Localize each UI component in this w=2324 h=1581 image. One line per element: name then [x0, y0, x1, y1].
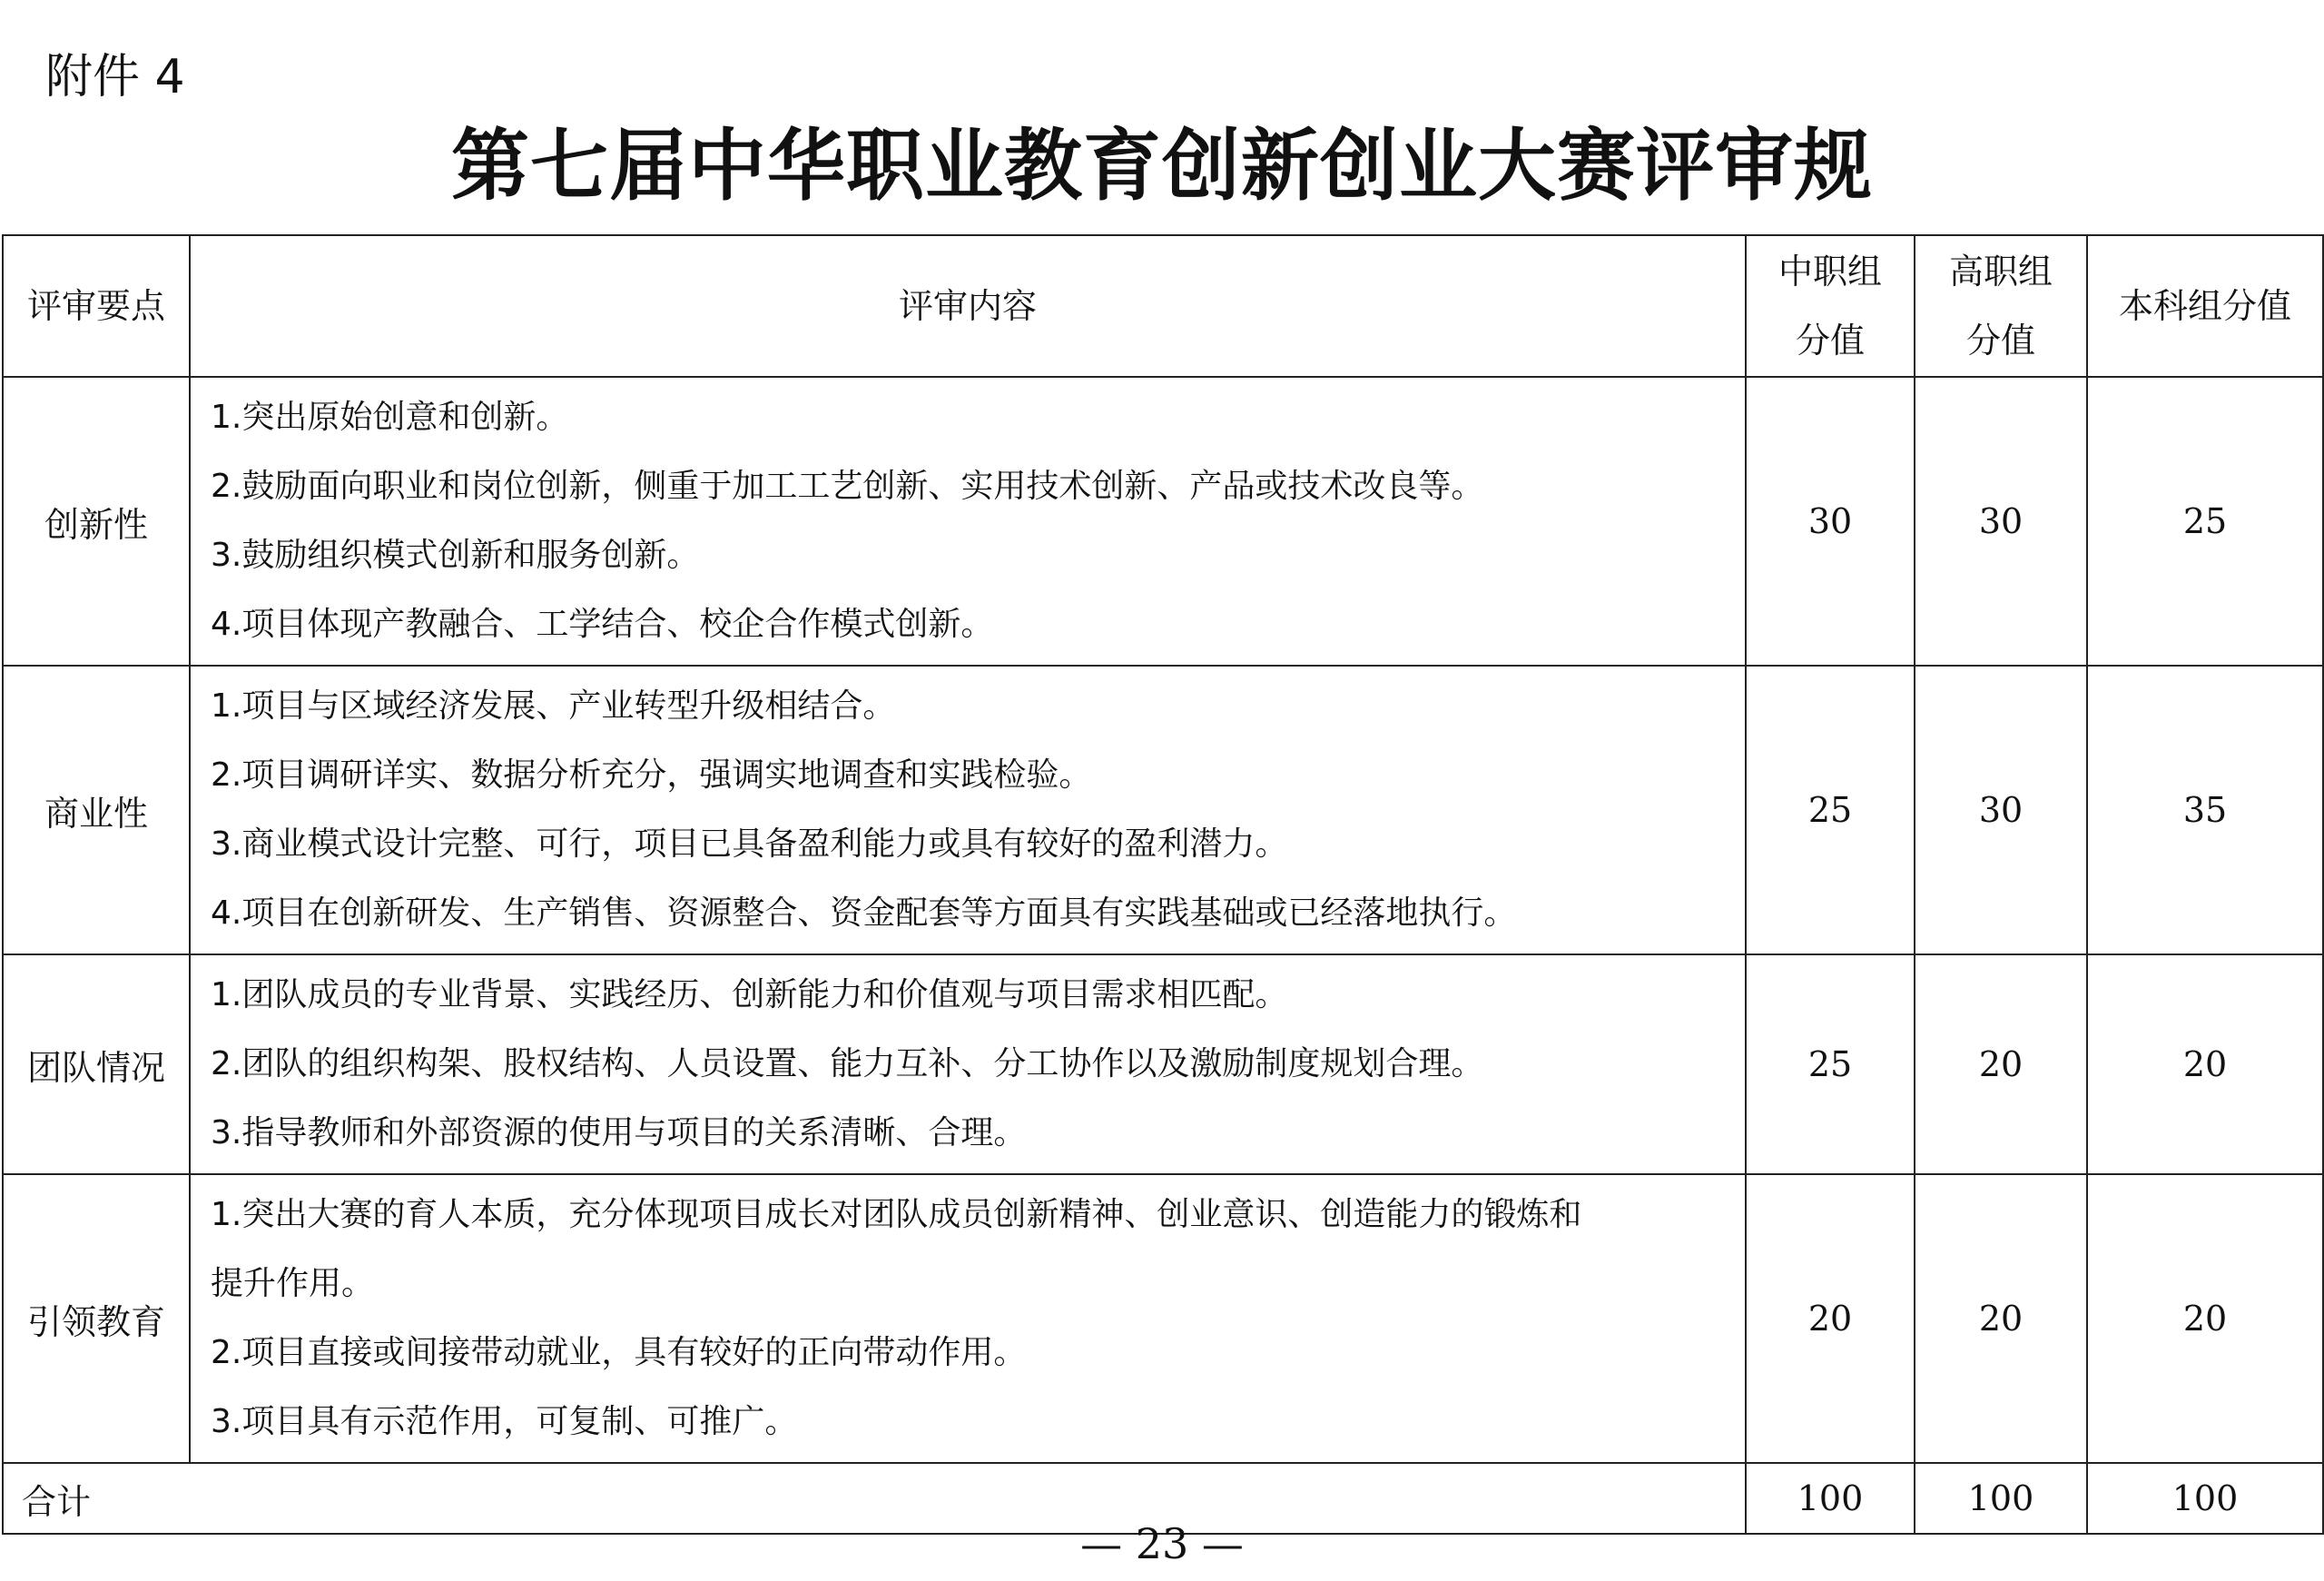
higher-score: 30 — [1915, 666, 2087, 954]
table-row — [3, 666, 2323, 954]
total-secondary-score: 100 — [1746, 1463, 1915, 1534]
higher-score: 20 — [1915, 954, 2087, 1174]
header-undergraduate-score: 本科组分值 — [2087, 235, 2323, 377]
content-item: 1.项目与区域经济发展、产业转型升级相结合。 — [211, 687, 896, 725]
undergrad-score: 35 — [2087, 666, 2323, 954]
content-item: 2.团队的组织构架、股权结构、人员设置、能力互补、分工协作以及激励制度规划合理。 — [211, 1045, 1484, 1082]
secondary-score: 25 — [1746, 954, 1915, 1174]
table-row — [3, 954, 2323, 1174]
undergrad-score: 25 — [2087, 377, 2323, 666]
table-row — [3, 377, 2323, 666]
secondary-score: 25 — [1746, 666, 1915, 954]
total-higher-score: 100 — [1915, 1463, 2087, 1534]
content-item: 3.项目具有示范作用，可复制、可推广。 — [211, 1403, 798, 1440]
undergrad-score: 20 — [2087, 1174, 2323, 1463]
row-point: 引领教育 — [3, 1174, 190, 1463]
header-higher-vocational-score — [1915, 235, 2087, 377]
row-content — [190, 377, 1746, 666]
total-label: 合计 — [3, 1463, 1746, 1534]
row-point: 创新性 — [3, 377, 190, 666]
content-item: 1.突出原始创意和创新。 — [211, 399, 569, 436]
page-number: — 23 — — [1080, 1519, 1244, 1568]
content-item: 1.团队成员的专业背景、实践经历、创新能力和价值观与项目需求相匹配。 — [211, 976, 1288, 1013]
header-higher-line1: 高职组 — [1948, 252, 2053, 291]
higher-score: 20 — [1915, 1174, 2087, 1463]
content-item: 提升作用。 — [211, 1265, 375, 1302]
content-item: 4.项目体现产教融合、工学结合、校企合作模式创新。 — [211, 606, 994, 643]
evaluation-rubric-table — [2, 234, 2324, 1535]
content-item: 4.项目在创新研发、生产销售、资源整合、资金配套等方面具有实践基础或已经落地执行。 — [211, 894, 1517, 932]
row-content — [190, 666, 1746, 954]
header-secondary-line2: 分值 — [1795, 321, 1865, 361]
total-undergrad-score: 100 — [2087, 1463, 2323, 1534]
content-item: 3.鼓励组织模式创新和服务创新。 — [211, 537, 700, 574]
header-higher-line2: 分值 — [1965, 321, 2035, 361]
row-content — [190, 954, 1746, 1174]
secondary-score: 30 — [1746, 377, 1915, 666]
content-item: 2.项目调研详实、数据分析充分，强调实地调查和实践检验。 — [211, 756, 1092, 794]
attachment-label: 附件 4 — [45, 50, 185, 104]
row-point: 商业性 — [3, 666, 190, 954]
undergrad-score: 20 — [2087, 954, 2323, 1174]
table-row — [3, 1174, 2323, 1463]
content-item: 2.项目直接或间接带动就业，具有较好的正向带动作用。 — [211, 1334, 1027, 1371]
row-content — [190, 1174, 1746, 1463]
header-content: 评审内容 — [190, 235, 1746, 377]
secondary-score: 20 — [1746, 1174, 1915, 1463]
header-secondary-vocational-score — [1746, 235, 1915, 377]
row-point: 团队情况 — [3, 954, 190, 1174]
content-item: 2.鼓励面向职业和岗位创新，侧重于加工工艺创新、实用技术创新、产品或技术改良等。 — [211, 468, 1484, 505]
content-item: 3.商业模式设计完整、可行，项目已具备盈利能力或具有较好的盈利潜力。 — [211, 825, 1288, 863]
content-item: 3.指导教师和外部资源的使用与项目的关系清晰、合理。 — [211, 1114, 1027, 1151]
header-secondary-line1: 中职组 — [1777, 252, 1882, 291]
content-item: 1.突出大赛的育人本质，充分体现项目成长对团队成员创新精神、创业意识、创造能力的锻炼和 — [211, 1196, 1582, 1233]
table-header-row — [3, 235, 2323, 377]
higher-score: 30 — [1915, 377, 2087, 666]
page-title: 第七届中华职业教育创新创业大赛评审规 — [451, 120, 1873, 212]
header-point: 评审要点 — [3, 235, 190, 377]
